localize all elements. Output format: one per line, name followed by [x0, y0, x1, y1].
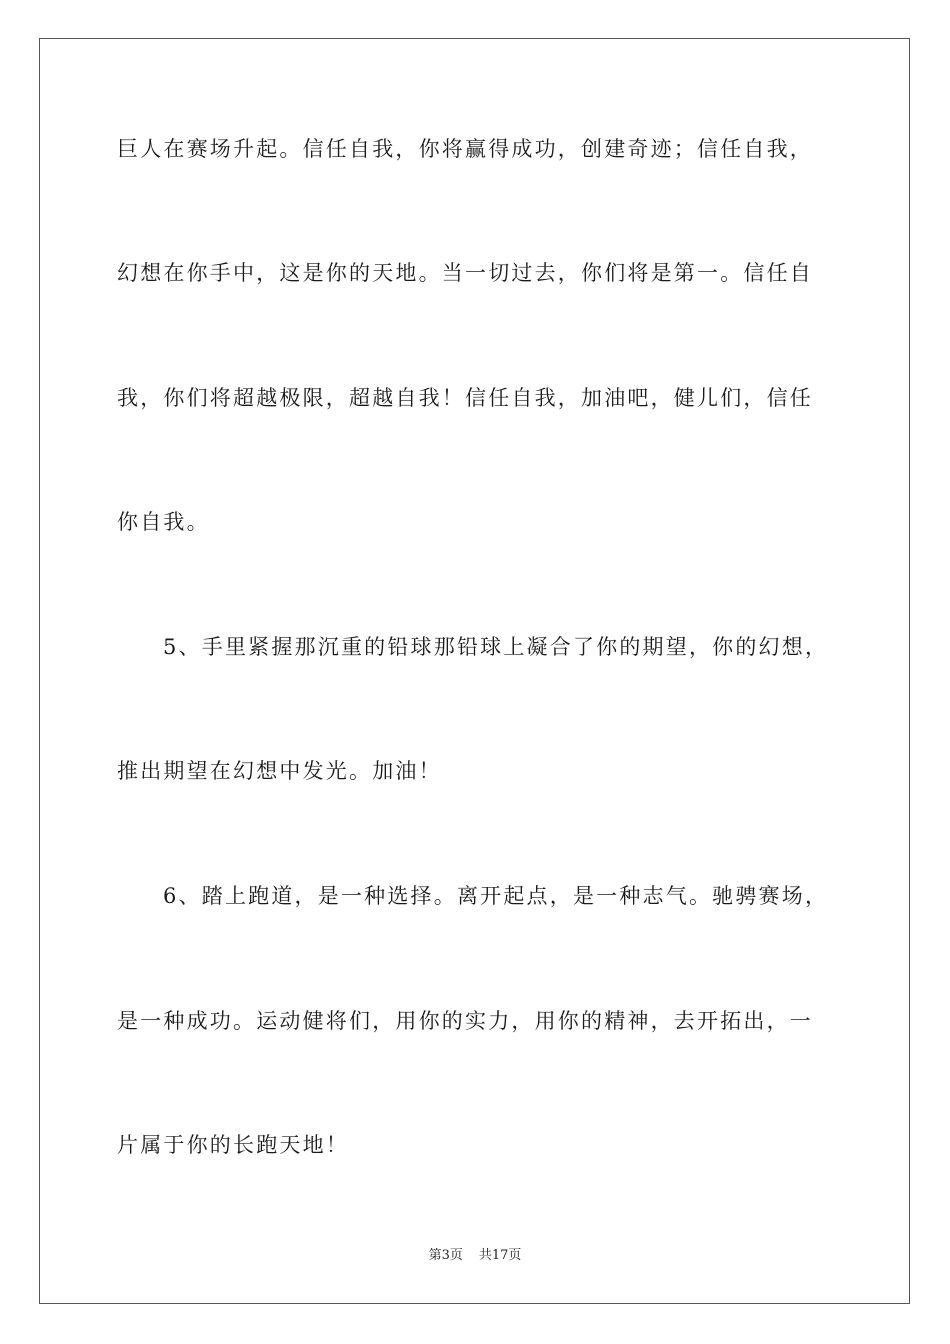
- total-pages: 共17页: [478, 1248, 522, 1263]
- text-line: 片属于你的长跑天地！: [117, 1133, 349, 1157]
- page-border: [39, 38, 910, 1304]
- text-line: 是一种成功。运动健将们，用你的实力，用你的精神，去开拓出，一: [117, 1009, 813, 1033]
- text-line: 你自我。: [117, 510, 210, 534]
- text-line: 推出期望在幻想中发光。加油！: [117, 759, 442, 783]
- paragraph-6-first-line: 6、踏上跑道，是一种选择。离开起点，是一种志气。驰骋赛场，: [163, 884, 829, 908]
- paragraph-5-first-line: 5、手里紧握那沉重的铅球那铅球上凝合了你的期望，你的幻想，: [163, 635, 829, 659]
- text-line: 我，你们将超越极限，超越自我！信任自我，加油吧，健儿们，信任: [117, 386, 813, 410]
- page-number: 第3页: [428, 1248, 463, 1263]
- text-line: 幻想在你手中，这是你的天地。当一切过去，你们将是第一。信任自: [117, 261, 813, 285]
- page-footer: [0, 1247, 950, 1265]
- text-line: 巨人在赛场升起。信任自我，你将赢得成功，创建奇迹；信任自我，: [117, 137, 813, 161]
